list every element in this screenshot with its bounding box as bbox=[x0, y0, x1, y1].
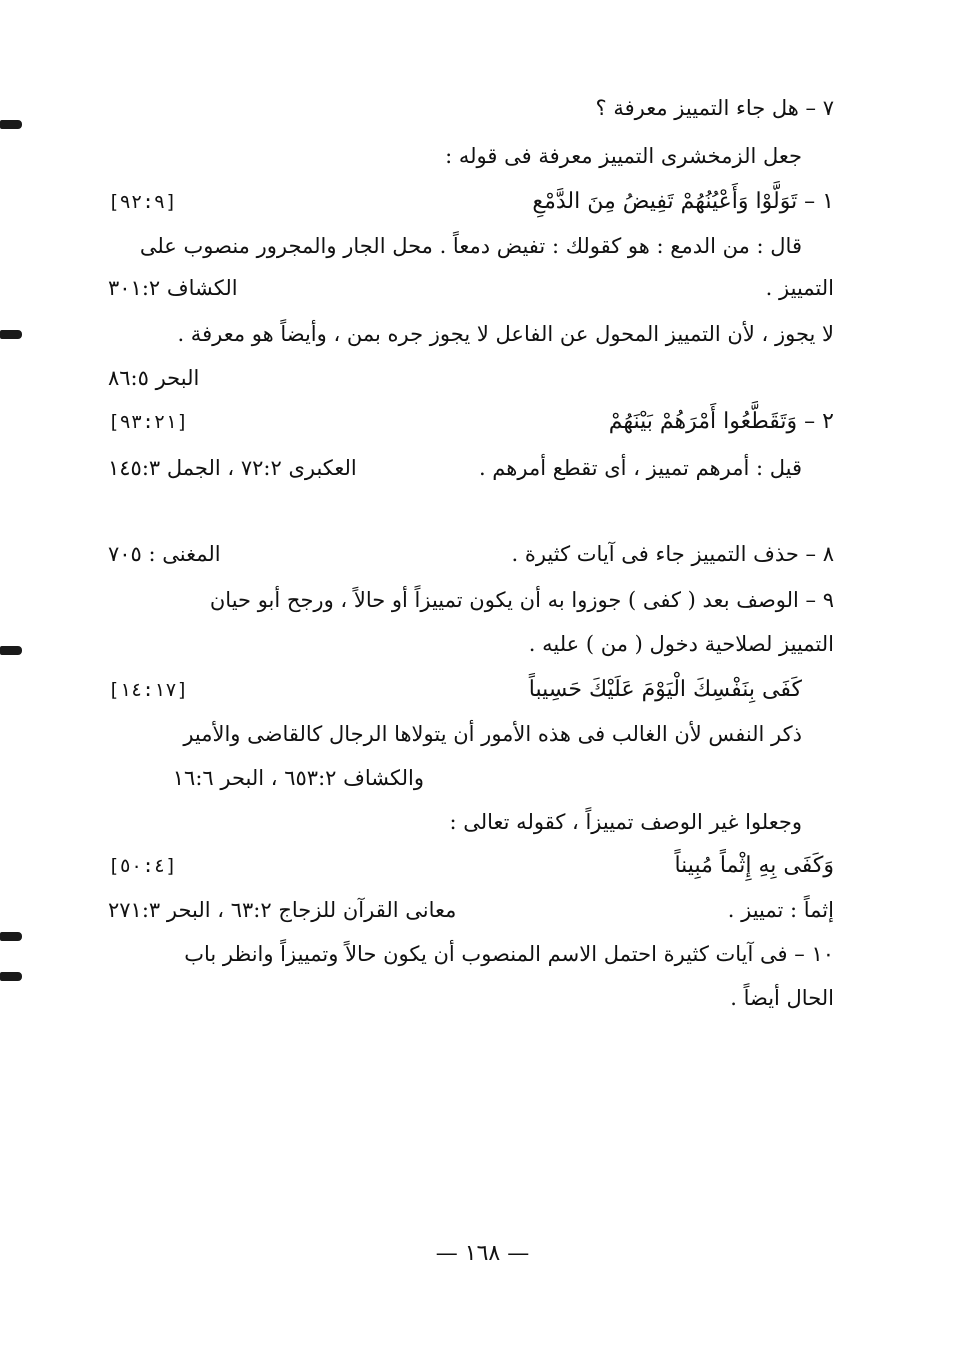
line-text: لا يجوز ، لأن التمييز المحول عن الفاعل لا يجوز جره بمن ، وأيضاً هو معرفة . bbox=[177, 322, 834, 346]
line-text: جعل الزمخشرى التمييز معرفة فى قوله : bbox=[445, 144, 802, 168]
quran-verse-line bbox=[108, 182, 834, 222]
line-text: التمييز لصلاحية دخول ( من ) عليه . bbox=[528, 632, 834, 656]
verse-text: ١ – تَوَلَّوْا وَأَعْيُنُهُمْ تَفِيضُ مِنَ الدَّمْعِ bbox=[532, 189, 834, 214]
source-citation: العكبرى ٧٢:٢ ، الجمل ١٤٥:٣ bbox=[108, 456, 357, 480]
source-citation: الكشاف ٣٠١:٢ bbox=[108, 276, 238, 300]
question-heading-8 bbox=[108, 534, 834, 574]
text-line bbox=[108, 136, 834, 176]
question-heading-10 bbox=[108, 934, 834, 974]
line-text: وجعلوا غير الوصف تمييزاً ، كقوله تعالى : bbox=[449, 810, 802, 834]
verse-reference: [١٤:١٧] bbox=[108, 679, 189, 701]
quran-verse-line bbox=[108, 846, 834, 886]
text-line bbox=[108, 226, 834, 266]
text-line bbox=[108, 358, 834, 398]
line-text: ٧ – هل جاء التمييز معرفة ؟ bbox=[595, 96, 834, 120]
text-line bbox=[108, 978, 834, 1018]
source-citation: البحر ٨٦:٥ bbox=[108, 366, 200, 390]
verse-reference: [٩٣:٢١] bbox=[108, 411, 189, 433]
binding-mark bbox=[0, 330, 22, 339]
line-text: قال : من الدمع : هو كقولك : تفيض دمعاً . محل الجار والمجرور منصوب على bbox=[139, 234, 802, 258]
text-line bbox=[108, 758, 834, 798]
verse-reference: [٥٠:٤] bbox=[108, 855, 177, 877]
text-line bbox=[108, 448, 834, 488]
binding-mark bbox=[0, 120, 22, 129]
line-text: قيل : أمرهم تمييز ، أى تقطع أمرهم . bbox=[478, 456, 802, 480]
line-text: ٨ – حذف التمييز جاء فى آيات كثيرة . bbox=[511, 542, 834, 566]
line-text: إثماً : تمييز . bbox=[727, 898, 834, 922]
line-text: التمييز . bbox=[765, 276, 834, 300]
source-citation: والكشاف ٦٥٣:٢ ، البحر ١٦:٦ bbox=[172, 766, 424, 790]
line-text: ١٠ – فى آيات كثيرة احتمل الاسم المنصوب أن يكون حالاً وتمييزاً وانظر باب bbox=[184, 942, 834, 966]
binding-mark bbox=[0, 972, 22, 981]
verse-text: كَفَى بِنَفْسِكَ الْيَوْمَ عَلَيْكَ حَسِيباً bbox=[528, 677, 802, 702]
text-line bbox=[108, 890, 834, 930]
binding-mark bbox=[0, 646, 22, 655]
page-number: — ١٦٨ — bbox=[435, 1241, 530, 1266]
line-text: ٩ – الوصف بعد ( كفى ) جوزوا به أن يكون تمييزاً أو حالاً ، ورجح أبو حيان bbox=[209, 588, 834, 612]
text-line bbox=[108, 624, 834, 664]
verse-text: وَكَفَى بِهِ إِثْماً مُبِيناً bbox=[674, 853, 834, 878]
line-text: الحال أيضاً . bbox=[730, 986, 834, 1010]
quran-verse-line bbox=[108, 670, 834, 710]
question-heading-9 bbox=[108, 580, 834, 620]
question-heading-7 bbox=[108, 88, 834, 128]
source-citation: معانى القرآن للزجاج ٦٣:٢ ، البحر ٢٧١:٣ bbox=[108, 898, 457, 922]
text-line bbox=[108, 314, 834, 354]
verse-reference: [٩٢:٩] bbox=[108, 191, 177, 213]
text-line bbox=[108, 802, 834, 842]
verse-text: ٢ – وَتَقَطَّعُوا أَمْرَهُمْ بَيْنَهُمْ bbox=[608, 409, 834, 434]
source-citation: المغنى : ٧٠٥ bbox=[108, 542, 221, 566]
text-line bbox=[108, 268, 834, 308]
text-line bbox=[108, 714, 834, 754]
binding-mark bbox=[0, 932, 22, 941]
line-text: ذكر النفس لأن الغالب فى هذه الأمور أن يتولاها الرجال كالقاضى والأمير bbox=[183, 722, 802, 746]
quran-verse-line bbox=[108, 402, 834, 442]
